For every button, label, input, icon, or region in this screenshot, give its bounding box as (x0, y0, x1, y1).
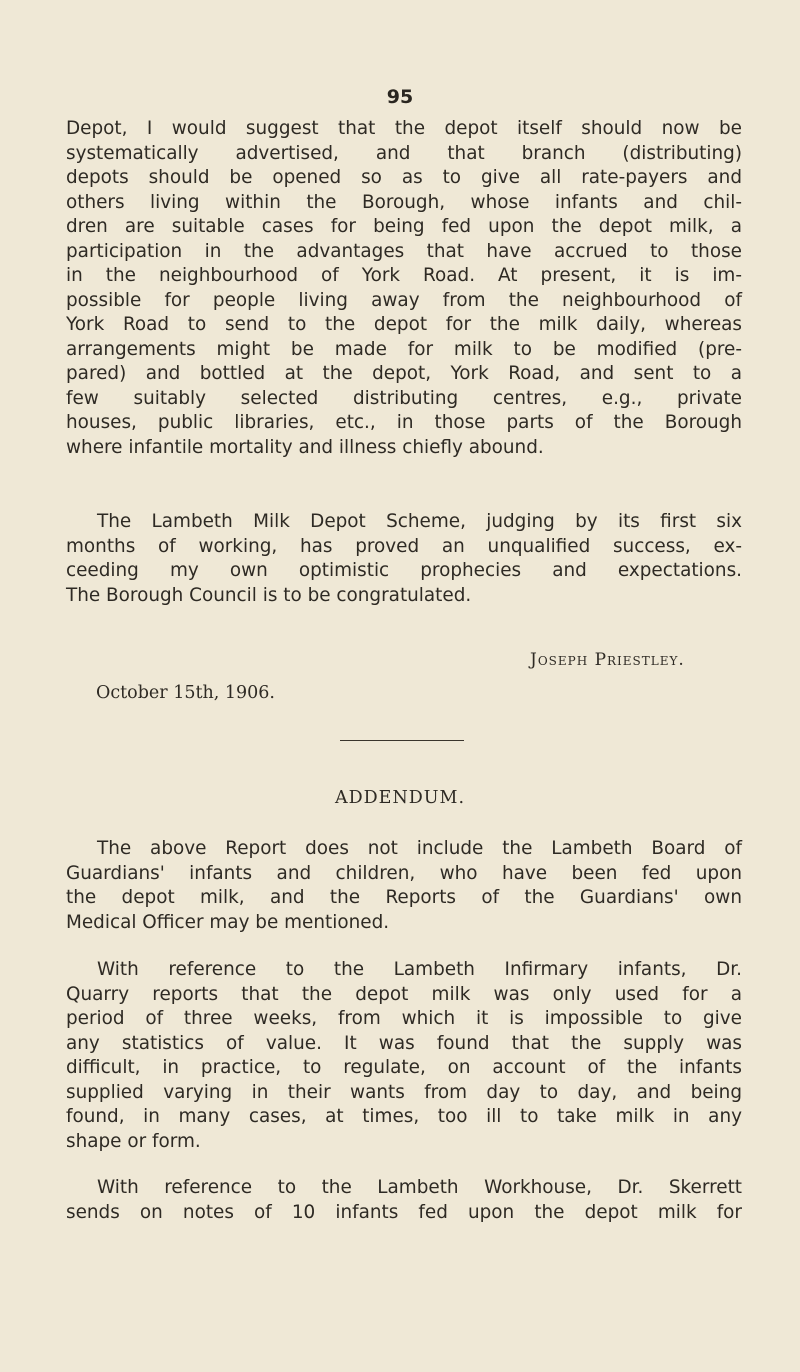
paragraph-scheme-success (66, 510, 742, 608)
text-line: systematically advertised, and that branch (distributing) (66, 142, 742, 164)
text-line: arrangements might be made for milk to be modified (pre- (66, 338, 742, 360)
text-line: any statistics of value. It was found that the supply was (66, 1032, 742, 1054)
text-line: few suitably selected distributing centres, e.g., private (66, 387, 742, 409)
text-line: the depot milk, and the Reports of the Guardians' own (66, 887, 742, 908)
paragraph-workhouse (66, 1176, 742, 1225)
paragraph-guardians (66, 837, 742, 935)
text-line: supplied varying in their wants from day to day, and being (66, 1081, 742, 1103)
text-line: Medical Officer may be mentioned. (66, 911, 390, 933)
text-line: pared) and bottled at the depot, York Road, and sent to a (66, 363, 742, 384)
text-line: found, in many cases, at times, too ill to take milk in any (66, 1106, 742, 1127)
text-line: The Borough Council is to be congratulated. (66, 584, 472, 606)
text-line: Quarry reports that the depot milk was only used for a (66, 983, 742, 1005)
text-line: dren are suitable cases for being fed upon the depot milk, a (66, 216, 742, 237)
paragraph-infirmary (66, 958, 742, 1154)
text-line: ceeding my own optimistic prophecies and expectations. (66, 560, 742, 581)
text-line: York Road to send to the depot for the milk daily, whereas (66, 314, 742, 335)
text-line: The above Report does not include the Lambeth Board of (97, 838, 742, 859)
text-line: The Lambeth Milk Depot Scheme, judging by its first six (97, 511, 742, 532)
text-line: where infantile mortality and illness chiefly abound. (66, 436, 544, 458)
text-line: Depot, I would suggest that the depot itself should now be (66, 118, 742, 139)
text-line: period of three weeks, from which it is impossible to give (66, 1008, 742, 1029)
text-line: sends on notes of 10 infants fed upon the depot milk for (66, 1201, 742, 1223)
page-number: 95 (386, 86, 414, 108)
text-line: in the neighbourhood of York Road. At present, it is im- (66, 265, 742, 286)
text-line: others living within the Borough, whose infants and chil- (66, 191, 742, 213)
text-line: participation in the advantages that have accrued to those (66, 240, 742, 262)
text-line: months of working, has proved an unqualified success, ex- (66, 535, 742, 557)
text-line: shape or form. (66, 1130, 201, 1152)
report-date: October 15th, 1906. (96, 683, 275, 703)
text-line: houses, public libraries, etc., in those parts of the Borough (66, 412, 742, 433)
author-signature: Joseph Priestley. (530, 650, 685, 670)
text-line: depots should be opened so as to give all rate-payers and (66, 167, 742, 188)
text-line: With reference to the Lambeth Infirmary infants, Dr. (97, 959, 742, 980)
text-line: difficult, in practice, to regulate, on account of the infants (66, 1057, 742, 1078)
text-line: possible for people living away from the neighbourhood of (66, 289, 742, 311)
text-line: Guardians' infants and children, who have been fed upon (66, 862, 742, 884)
section-divider (340, 740, 464, 741)
addendum-heading: ADDENDUM. (334, 788, 466, 808)
paragraph-depot-advertising (66, 117, 742, 460)
text-line: With reference to the Lambeth Workhouse, Dr. Skerrett (97, 1177, 742, 1198)
